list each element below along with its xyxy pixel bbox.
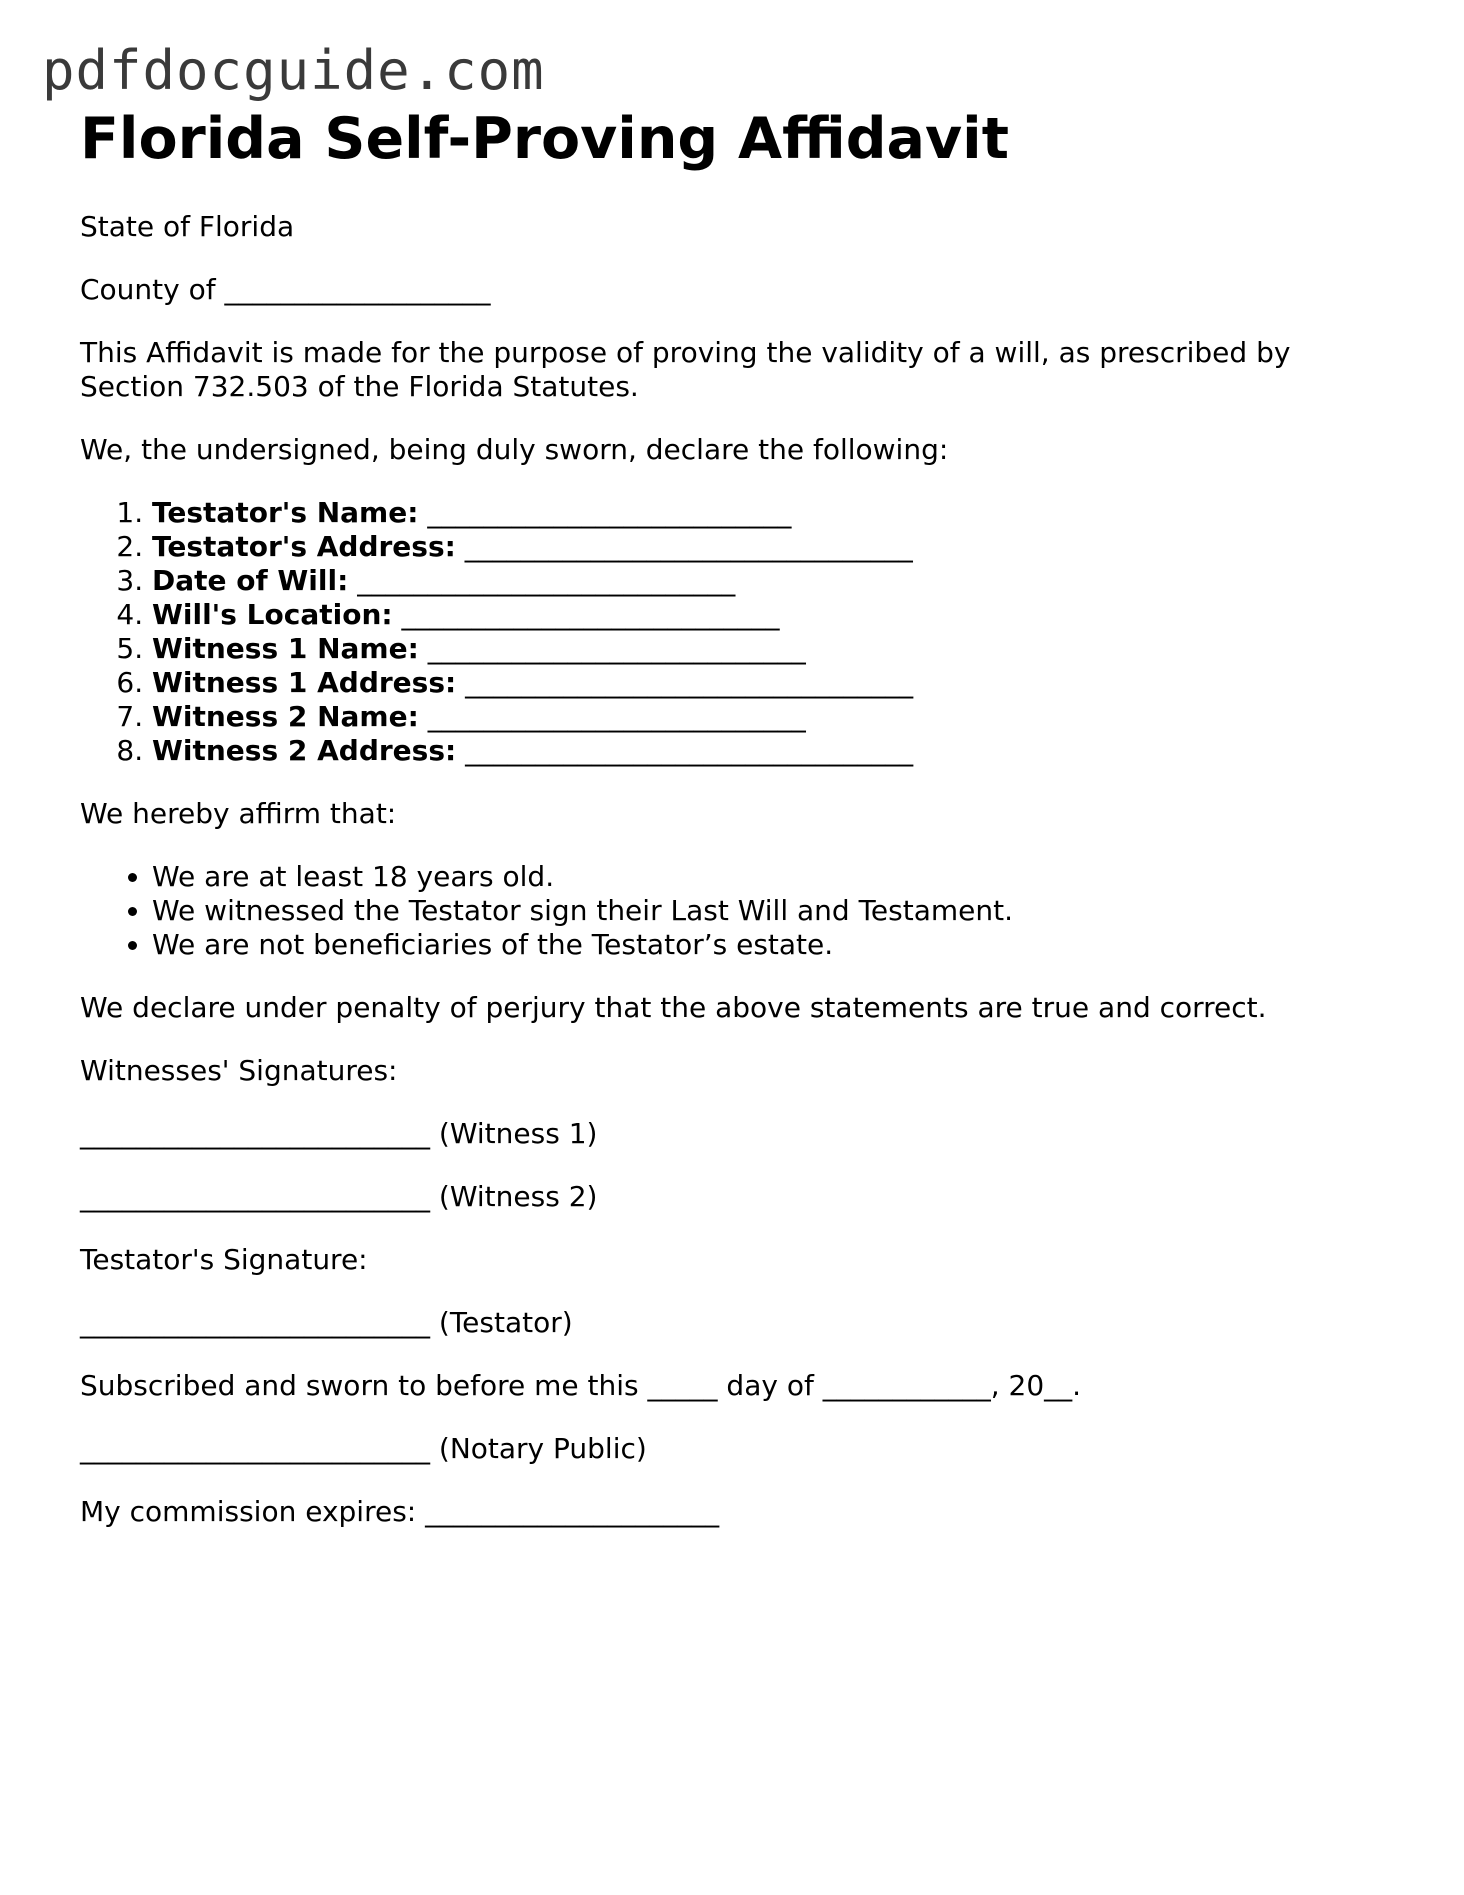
field-label: Will's Location: [152, 598, 393, 631]
document-title: Florida Self-Proving Affidavit [80, 106, 1009, 172]
affirmation-item: • We are at least 18 years old. [152, 860, 1400, 894]
commission-expires-line: My commission expires: _____________________ [80, 1495, 720, 1528]
intro-paragraph: This Affidavit is made for the purpose of proving the validity of a will, as prescribed by Section 732.503 of the Florida Statutes. [80, 336, 1291, 403]
state-line: State of Florida [80, 210, 295, 243]
declare-intro: We, the undersigned, being duly sworn, declare the following: [80, 433, 949, 466]
field-blank: ___________________________ [401, 598, 780, 631]
field-date-of-will [152, 564, 1400, 598]
field-testator-name [152, 496, 1400, 530]
witness-signatures-heading: Witnesses' Signatures: [80, 1054, 398, 1087]
field-wills-location [152, 598, 1400, 632]
field-label: Witness 2 Address: [152, 734, 457, 767]
affidavit-document [80, 104, 1400, 1529]
field-label: Date of Will: [152, 564, 349, 597]
testator-signature-line: _________________________ (Testator) [80, 1306, 573, 1339]
affirm-intro: We hereby affirm that: [80, 797, 397, 830]
site-watermark: pdfdocguide.com [42, 39, 545, 102]
field-blank: ________________________________ [464, 530, 913, 563]
county-line: County of ___________________ [80, 273, 491, 306]
perjury-statement: We declare under penalty of perjury that the above statements are true and correct. [80, 991, 1267, 1024]
field-label: Witness 1 Name: [152, 632, 419, 665]
witness-2-signature-line: _________________________ (Witness 2) [80, 1180, 598, 1213]
affirmation-item: • We witnessed the Testator sign their Last Will and Testament. [152, 894, 1400, 928]
sworn-statement-line: Subscribed and sworn to before me this _____ day of ____________, 20__. [80, 1369, 1082, 1402]
field-blank: ________________________________ [465, 666, 914, 699]
declaration-fields-list [80, 496, 1400, 768]
field-testator-address [152, 530, 1400, 564]
testator-signature-heading: Testator's Signature: [80, 1243, 368, 1276]
field-blank: __________________________ [427, 496, 792, 529]
field-witness-2-name [152, 700, 1400, 734]
witness-1-signature-line: _________________________ (Witness 1) [80, 1117, 598, 1150]
affirmation-item: • We are not beneficiaries of the Testator’s estate. [152, 928, 1400, 962]
affirmations-list [80, 860, 1400, 962]
field-witness-1-address [152, 666, 1400, 700]
field-label: Witness 1 Address: [152, 666, 457, 699]
field-label: Testator's Address: [152, 530, 456, 563]
field-blank: ___________________________ [427, 700, 806, 733]
field-witness-1-name [152, 632, 1400, 666]
field-blank: ________________________________ [465, 734, 914, 767]
field-blank: ___________________________ [357, 564, 736, 597]
field-label: Testator's Name: [152, 496, 419, 529]
field-label: Witness 2 Name: [152, 700, 419, 733]
notary-signature-line: _________________________ (Notary Public) [80, 1432, 647, 1465]
field-witness-2-address [152, 734, 1400, 768]
field-blank: ___________________________ [427, 632, 806, 665]
